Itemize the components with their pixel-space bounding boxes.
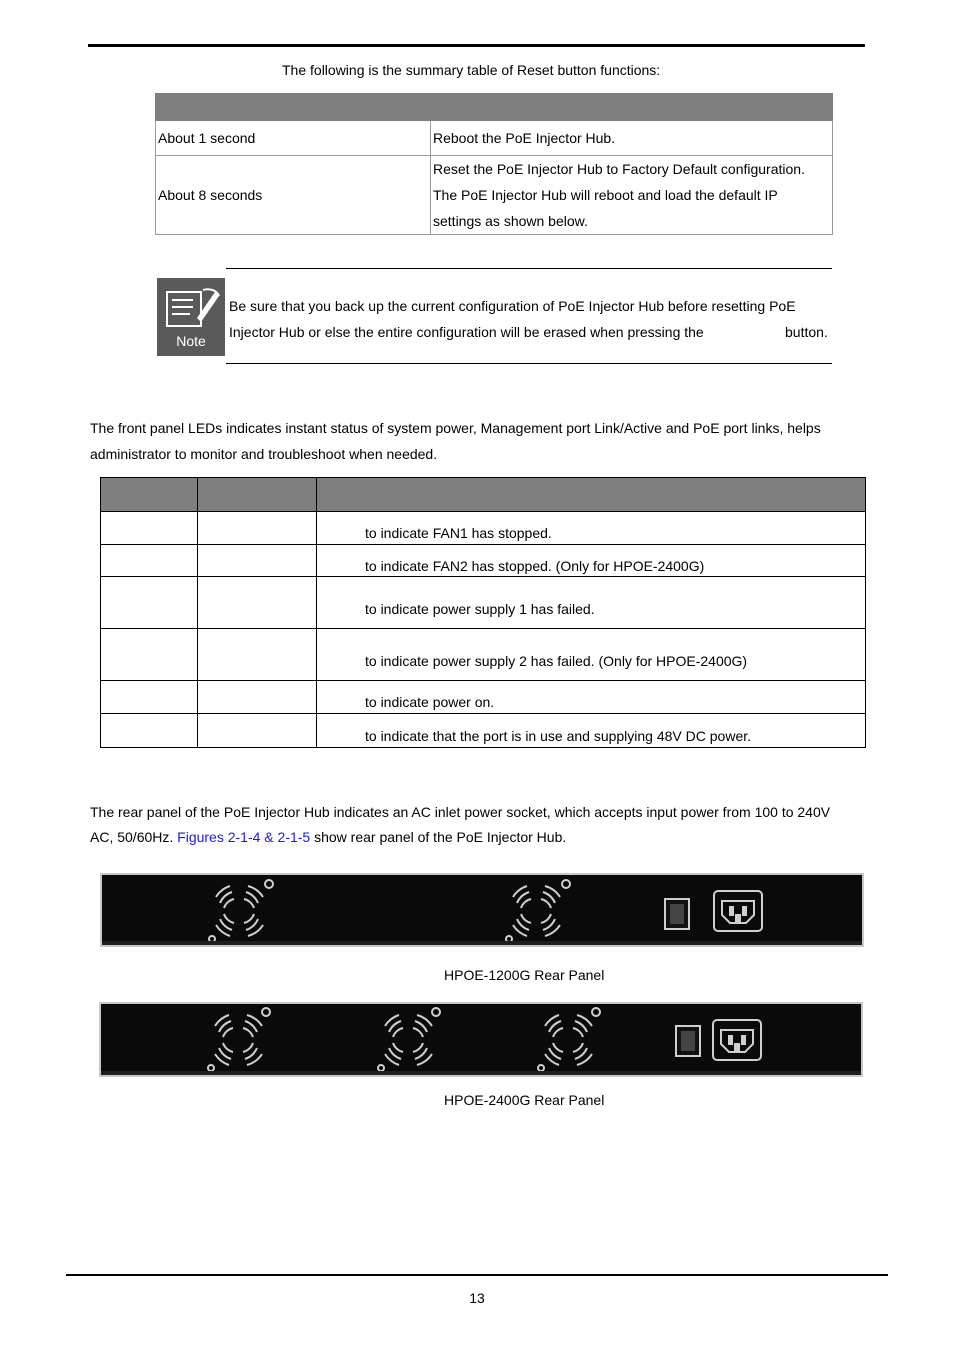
panel-bottom-edge [101, 1071, 861, 1075]
note-line-2b: button. [785, 324, 828, 340]
rear-intro-line-2 [90, 824, 566, 850]
reset-function-line: Reset the PoE Injector Hub to Factory Default configuration. [433, 161, 805, 177]
table-row [156, 121, 833, 156]
panel-bottom-edge [102, 941, 862, 945]
footer-rule [66, 1274, 888, 1276]
led-intro-line-2: administrator to monitor and troubleshoot when needed. [90, 446, 438, 462]
fan-icon [538, 1008, 600, 1071]
reset-duration: About 8 seconds [156, 156, 431, 235]
rear-panel-hpoe-2400g [99, 1002, 863, 1077]
reset-table [155, 93, 833, 235]
ac-socket-icon [714, 891, 762, 931]
fan-icon [506, 880, 570, 942]
led-description: to indicate FAN2 has stopped. (Only for HPOE-2400G) [317, 545, 866, 577]
table-row [101, 714, 866, 748]
note-rule-bottom [226, 363, 832, 364]
table-row [101, 512, 866, 545]
fan-icon [208, 1008, 270, 1071]
rear-intro-line-1: The rear panel of the PoE Injector Hub indicates an AC inlet power socket, which accepts input power from 100 to 240V [90, 804, 831, 820]
reset-function-line: The PoE Injector Hub will reboot and load the default IP [433, 187, 778, 203]
note-icon-label: Note [176, 333, 206, 349]
figures-link[interactable]: Figures 2-1-4 & 2-1-5 [177, 829, 311, 845]
power-switch-icon [665, 899, 689, 929]
note-icon [157, 278, 225, 356]
page-number: 13 [469, 1290, 485, 1306]
rear-panel-hpoe-1200g [100, 873, 864, 947]
fan-icon [209, 880, 273, 942]
header-rule [88, 44, 865, 47]
ac-socket-icon [713, 1020, 761, 1060]
note-line-2a: Injector Hub or else the entire configuration will be erased when pressing the [229, 324, 704, 340]
rear-intro-text: AC, 50/60Hz. [90, 829, 178, 845]
reset-function [431, 156, 833, 235]
reset-table-header [156, 94, 833, 121]
led-intro-line-1: The front panel LEDs indicates instant status of system power, Management port Link/Active and PoE port links, helps [90, 420, 821, 436]
caption-hpoe-1200g: HPOE-1200G Rear Panel [444, 967, 605, 983]
table-row [101, 545, 866, 577]
caption-hpoe-2400g: HPOE-2400G Rear Panel [444, 1092, 605, 1108]
note-rule-top [226, 268, 832, 269]
table-row [101, 629, 866, 681]
led-description: to indicate power supply 1 has failed. [317, 577, 866, 629]
led-description: to indicate that the port is in use and supplying 48V DC power. [317, 714, 866, 748]
led-table [100, 477, 866, 748]
led-description: to indicate power supply 2 has failed. (Only for HPOE-2400G) [317, 629, 866, 681]
led-table-header [101, 478, 866, 512]
led-description: to indicate power on. [317, 681, 866, 714]
reset-function-line: settings as shown below. [433, 213, 588, 229]
table-row [101, 681, 866, 714]
fan-icon [378, 1008, 440, 1071]
reset-duration: About 1 second [156, 121, 431, 156]
reset-intro: The following is the summary table of Reset button functions: [282, 62, 661, 78]
led-description: to indicate FAN1 has stopped. [317, 512, 866, 545]
table-row [101, 577, 866, 629]
table-row [156, 156, 833, 235]
note-line-1: Be sure that you back up the current configuration of PoE Injector Hub before resetting PoE [229, 298, 796, 314]
reset-function: Reboot the PoE Injector Hub. [431, 121, 833, 156]
rear-intro-text: show rear panel of the PoE Injector Hub. [310, 829, 567, 845]
power-switch-icon [676, 1026, 700, 1056]
